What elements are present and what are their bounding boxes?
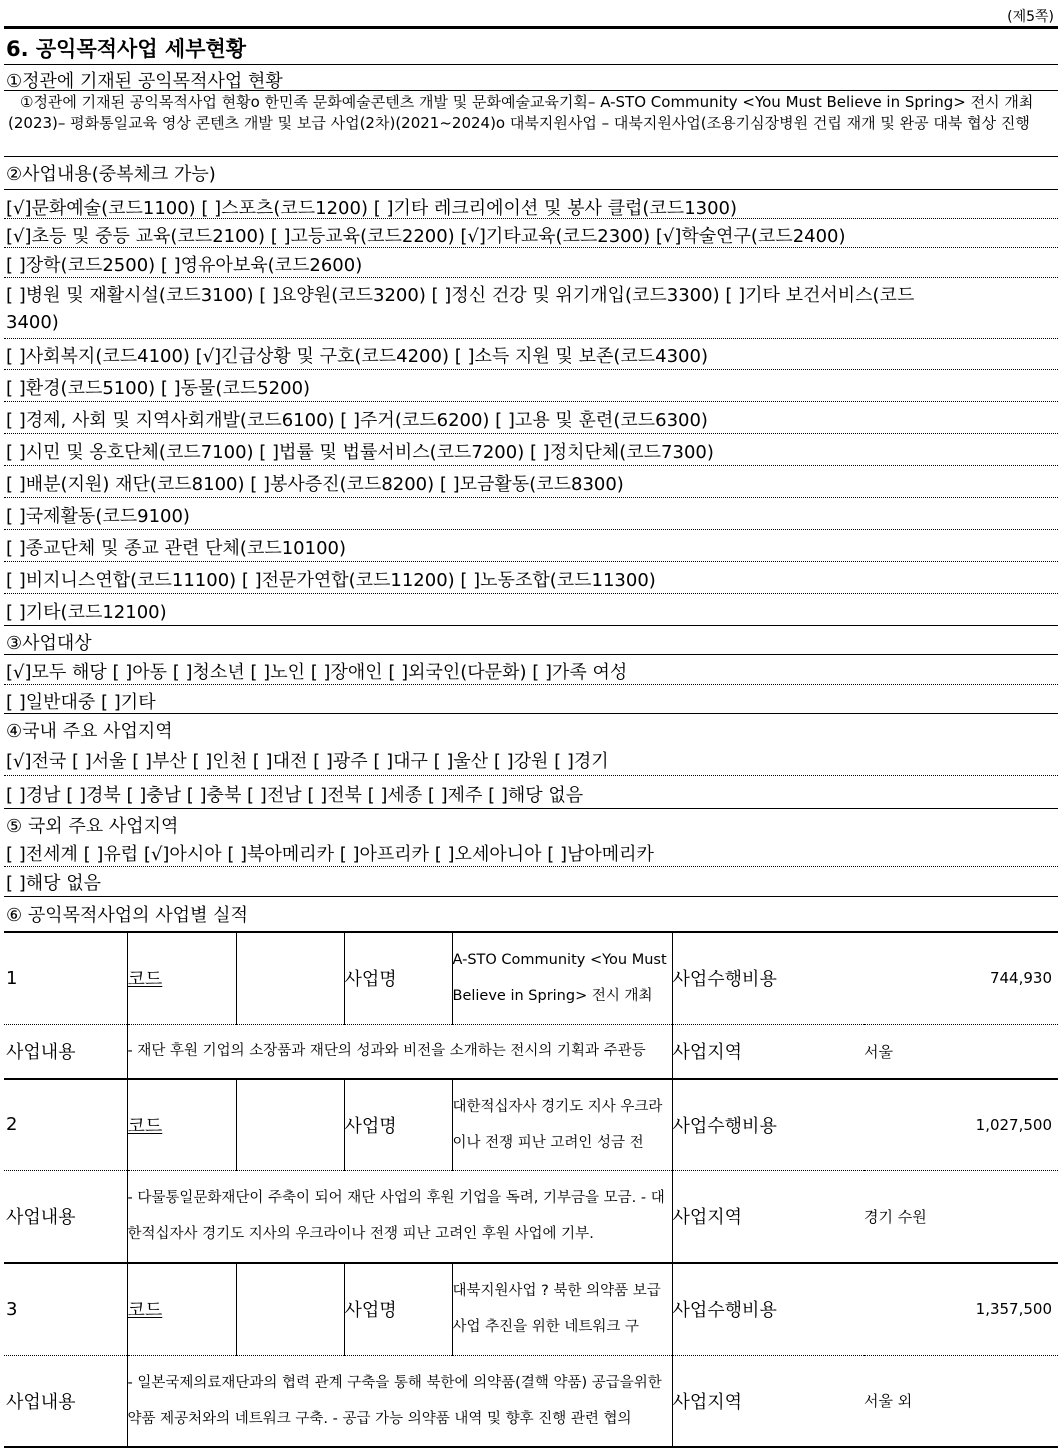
sec2-line: [ ]시민 및 옹호단체(코드7100) [ ]법률 및 법률서비스(코드7200) [ ]정치단체(코드7300) (6, 442, 714, 463)
sec2-heading: ②사업내용(중복체크 가능) (6, 164, 216, 185)
sec4-line: [ ]경남 [ ]경북 [ ]충남 [ ]충북 [ ]전남 [ ]전북 [ ]세종 [ ]제주 [ ]해당 없음 (6, 785, 584, 806)
divider (4, 64, 1058, 65)
cost-label: 사업수행비용 (672, 1263, 864, 1355)
dotted-divider (4, 433, 1058, 434)
sec1-heading: ①정관에 기재된 공익목적사업 현황 (6, 71, 283, 92)
project-region: 서울 (864, 1024, 1058, 1079)
sec6-heading: ⑥ 공익목적사업의 사업별 실적 (6, 905, 248, 926)
sec3-heading: ③사업대상 (6, 633, 92, 654)
dotted-divider (4, 775, 1058, 776)
project-cost: 744,930 (864, 932, 1058, 1024)
dotted-divider (4, 465, 1058, 466)
project-row (4, 932, 1058, 1024)
divider (4, 90, 1058, 91)
dotted-divider (4, 497, 1058, 498)
performance-table (4, 931, 1058, 1448)
divider (4, 156, 1058, 157)
dotted-divider (4, 529, 1058, 530)
code-label: 코드 (127, 1079, 236, 1170)
divider (4, 896, 1058, 897)
region-label: 사업지역 (672, 1024, 864, 1079)
content-label: 사업내용 (4, 1024, 127, 1079)
code-value (236, 1079, 344, 1170)
region-label: 사업지역 (672, 1170, 864, 1263)
dotted-divider (4, 561, 1058, 562)
dotted-divider (4, 218, 1058, 219)
sec2-line: 3400) (6, 312, 59, 333)
project-region: 경기 수원 (864, 1170, 1058, 1263)
project-detail-row (4, 1024, 1058, 1079)
name-label: 사업명 (344, 932, 452, 1024)
code-value (236, 932, 344, 1024)
sec3-line: [ ]일반대중 [ ]기타 (6, 692, 156, 713)
project-number: 3 (4, 1263, 127, 1355)
sec5-line: [ ]전세계 [ ]유럽 [√]아시아 [ ]북아메리카 [ ]아프리카 [ ]오세아니아 [ ]남아메리카 (6, 844, 654, 865)
dotted-divider (4, 338, 1058, 339)
section-title: 6. 공익목적사업 세부현황 (6, 37, 247, 61)
divider (4, 625, 1058, 626)
project-content: - 재단 후원 기업의 소장품과 재단의 성과와 비전을 소개하는 전시의 기획과 주관등 (127, 1024, 672, 1079)
project-row (4, 1263, 1058, 1355)
sec2-line: [ ]환경(코드5100) [ ]동물(코드5200) (6, 378, 311, 399)
dotted-divider (4, 866, 1058, 867)
sec5-heading: ⑤ 국외 주요 사업지역 (6, 816, 179, 837)
content-label: 사업내용 (4, 1170, 127, 1263)
project-number: 2 (4, 1079, 127, 1170)
sec2-line: [√]문화예술(코드1100) [ ]스포츠(코드1200) [ ]기타 레크리에이션 및 봉사 클럽(코드1300) (6, 198, 738, 219)
divider (4, 189, 1058, 190)
dotted-divider (4, 684, 1058, 685)
project-name: A-STO Community <You Must Believe in Spring> 전시 개최 (452, 932, 672, 1024)
dotted-divider (4, 277, 1058, 278)
sec4-line: [√]전국 [ ]서울 [ ]부산 [ ]인천 [ ]대전 [ ]광주 [ ]대구 [ ]울산 [ ]강원 [ ]경기 (6, 751, 609, 772)
region-label: 사업지역 (672, 1355, 864, 1447)
project-content: - 일본국제의료재단과의 협력 관계 구축을 통해 북한에 의약품(결핵 약품) 공급을위한 약품 제공처와의 네트워크 구축. - 공급 가능 의약품 내역 및 향후 진행 관련 협의 (127, 1355, 672, 1447)
project-number: 1 (4, 932, 127, 1024)
project-cost: 1,357,500 (864, 1263, 1058, 1355)
project-row (4, 1079, 1058, 1170)
project-name: 대한적십자사 경기도 지사 우크라이나 전쟁 피난 고려인 성금 전 (452, 1079, 672, 1170)
sec3-line: [√]모두 해당 [ ]아동 [ ]청소년 [ ]노인 [ ]장애인 [ ]외국인(다문화) [ ]가족 여성 (6, 662, 628, 683)
sec2-line: [ ]경제, 사회 및 지역사회개발(코드6100) [ ]주거(코드6200) [ ]고용 및 훈련(코드6300) (6, 410, 708, 431)
sec2-line: [ ]병원 및 재활시설(코드3100) [ ]요양원(코드3200) [ ]정신 건강 및 위기개입(코드3300) [ ]기타 보건서비스(코드 (6, 285, 915, 306)
top-rule (4, 26, 1058, 29)
cost-label: 사업수행비용 (672, 932, 864, 1024)
divider (4, 654, 1058, 655)
page-number: (제5쪽) (1007, 9, 1054, 25)
sec2-line: [√]초등 및 중등 교육(코드2100) [ ]고등교육(코드2200) [√]기타교육(코드2300) [√]학술연구(코드2400) (6, 226, 846, 247)
sec2-line: [ ]사회복지(코드4100) [√]긴급상황 및 구호(코드4200) [ ]소득 지원 및 보존(코드4300) (6, 346, 708, 367)
divider (4, 713, 1058, 714)
project-detail-row (4, 1355, 1058, 1447)
dotted-divider (4, 247, 1058, 248)
sec2-line: [ ]기타(코드12100) (6, 602, 167, 623)
name-label: 사업명 (344, 1079, 452, 1170)
sec2-line: [ ]비지니스연합(코드11100) [ ]전문가연합(코드11200) [ ]노동조합(코드11300) (6, 570, 656, 591)
divider (4, 808, 1058, 809)
sec5-line: [ ]해당 없음 (6, 873, 102, 894)
content-label: 사업내용 (4, 1355, 127, 1447)
name-label: 사업명 (344, 1263, 452, 1355)
dotted-divider (4, 593, 1058, 594)
sec1-body: ①정관에 기재된 공익목적사업 현황o 한민족 문화예술콘텐츠 개발 및 문화예술교육기획– A-STO Community <You Must Believe in Spring> 전시 개최(2023)– 평화통일교육 영상 콘텐츠 개발 및 보급 사업(2차)(2021~2024)o 대북지원사업 – 대북지원사업(조용기심장병원 건립 재개 및 완공 대북 협상 진행 (8, 93, 1034, 132)
project-content: - 다물통일문화재단이 주축이 되어 재단 사업의 후원 기업을 독려, 기부금을 모금. - 대한적십자사 경기도 지사의 우크라이나 전쟁 피난 고려인 후원 사업에 기부. (127, 1170, 672, 1263)
code-label: 코드 (127, 932, 236, 1024)
dotted-divider (4, 401, 1058, 402)
project-name: 대북지원사업 ? 북한 의약품 보급 사업 추진을 위한 네트워크 구 (452, 1263, 672, 1355)
code-value (236, 1263, 344, 1355)
project-region: 서울 외 (864, 1355, 1058, 1447)
project-detail-row (4, 1170, 1058, 1263)
project-cost: 1,027,500 (864, 1079, 1058, 1170)
sec2-line: [ ]종교단체 및 종교 관련 단체(코드10100) (6, 538, 347, 559)
dotted-divider (4, 369, 1058, 370)
sec2-line: [ ]장학(코드2500) [ ]영유아보육(코드2600) (6, 255, 363, 276)
sec4-heading: ④국내 주요 사업지역 (6, 721, 173, 742)
sec2-line: [ ]국제활동(코드9100) (6, 506, 190, 527)
sec2-line: [ ]배분(지원) 재단(코드8100) [ ]봉사증진(코드8200) [ ]모금활동(코드8300) (6, 474, 624, 495)
code-label: 코드 (127, 1263, 236, 1355)
cost-label: 사업수행비용 (672, 1079, 864, 1170)
